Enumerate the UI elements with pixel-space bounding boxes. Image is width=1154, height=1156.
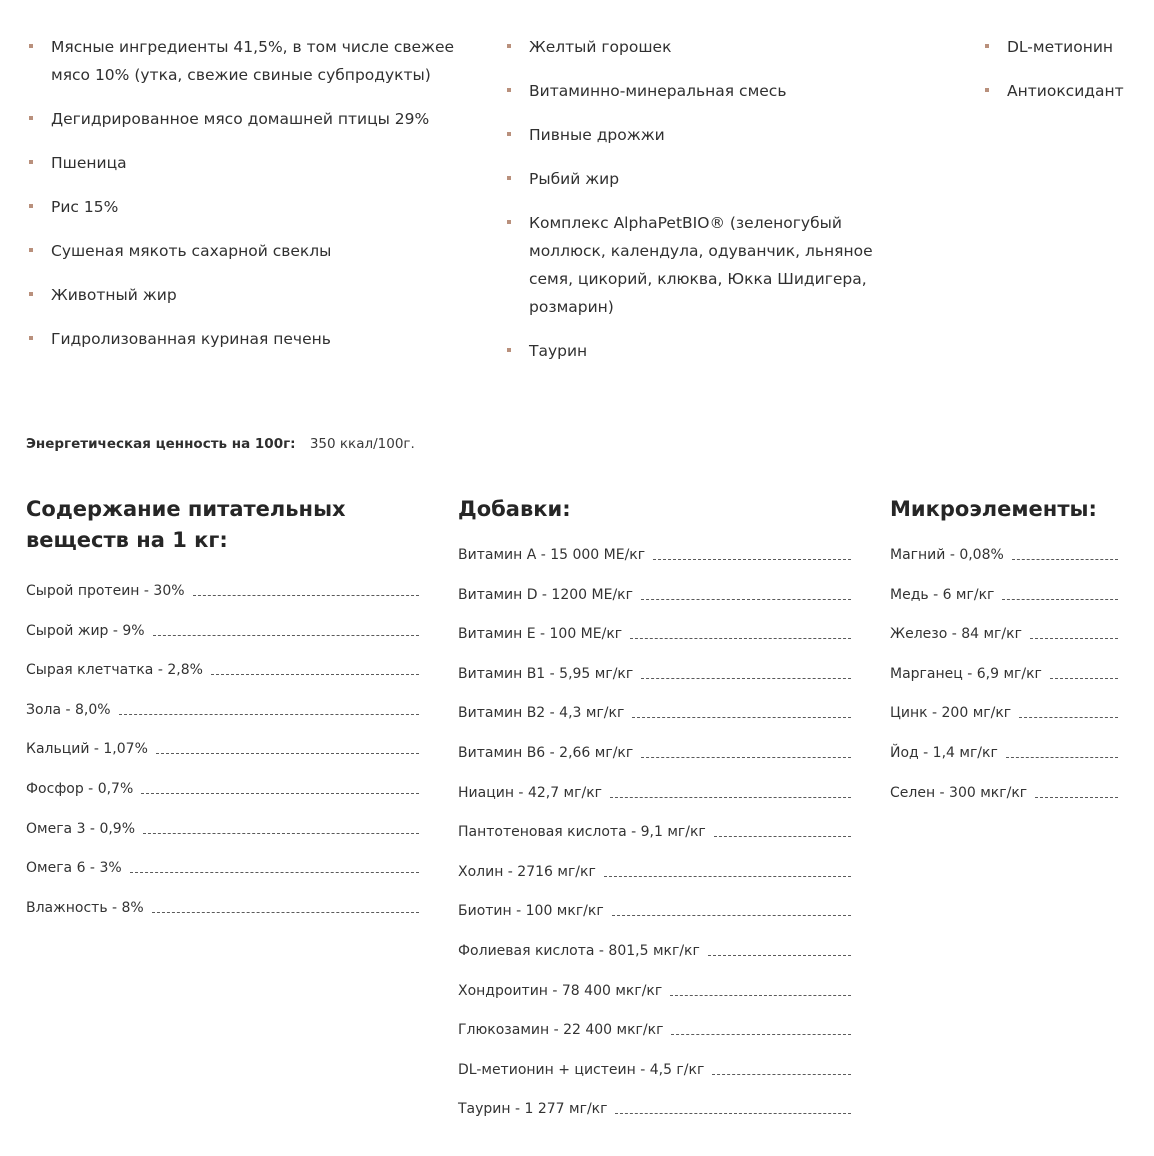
row-text: Омега 6 - 3% <box>26 860 122 877</box>
row-text: Холин - 2716 мг/кг <box>458 863 596 880</box>
table-row <box>26 814 419 838</box>
row-text: Пантотеновая кислота - 9,1 мг/кг <box>458 824 706 841</box>
ingredient-text: Рыбий жир <box>529 170 620 188</box>
dotted-leader <box>671 1034 851 1035</box>
row-text: Глюкозамин - 22 400 мкг/кг <box>458 1022 664 1039</box>
dotted-leader <box>1050 678 1118 679</box>
ingredient-item <box>504 337 874 365</box>
table-row <box>458 778 851 802</box>
dotted-leader <box>1019 717 1118 718</box>
table-row <box>26 853 419 877</box>
row-text: Фолиевая кислота - 801,5 мкг/кг <box>458 942 700 959</box>
bullet-square-icon <box>507 176 511 180</box>
ingredient-item <box>504 209 874 321</box>
row-text: Ниацин - 42,7 мг/кг <box>458 784 603 801</box>
dotted-leader <box>610 797 851 798</box>
ingredient-text: Витаминно-минеральная смесь <box>529 82 787 100</box>
ingredient-text: DL-метионин <box>1007 38 1114 56</box>
row-text: Кальций - 1,07% <box>26 741 148 758</box>
table-row <box>26 576 419 600</box>
row-text: Витамин В2 - 4,3 мг/кг <box>458 705 625 722</box>
ingredient-text: Животный жир <box>51 286 177 304</box>
bullet-square-icon <box>507 348 511 352</box>
energy-label: Энергетическая ценность на 100г: <box>26 436 296 452</box>
row-text: Сырая клетчатка - 2,8% <box>26 662 203 679</box>
nutrients-title: Содержание питательных веществ на 1 кг: <box>26 497 346 552</box>
dotted-leader <box>653 559 851 560</box>
bullet-square-icon <box>29 116 33 120</box>
ingredient-item <box>26 281 456 309</box>
bullet-square-icon <box>507 44 511 48</box>
ingredient-item <box>26 149 456 177</box>
row-text: Железо - 84 мг/кг <box>890 626 1022 643</box>
dotted-leader <box>1002 599 1118 600</box>
dotted-leader <box>1030 638 1118 639</box>
ingredient-text: Гидролизованная куриная печень <box>51 330 331 348</box>
bullet-square-icon <box>985 44 989 48</box>
ingredients-column-3 <box>982 33 1142 121</box>
dotted-leader <box>712 1074 851 1075</box>
energy-value-line <box>26 433 415 455</box>
ingredient-item <box>26 193 456 221</box>
dotted-leader <box>641 757 851 758</box>
row-text: Таурин - 1 277 мг/кг <box>458 1101 608 1118</box>
row-text: Сырой жир - 9% <box>26 622 145 639</box>
table-row <box>26 655 419 679</box>
dotted-leader <box>193 595 419 596</box>
dotted-leader <box>119 714 419 715</box>
table-row <box>458 698 851 722</box>
table-row <box>458 1094 851 1118</box>
table-row <box>26 734 419 758</box>
ingredient-text: Дегидрированное мясо домашней птицы 29% <box>51 110 430 128</box>
table-row <box>26 695 419 719</box>
table-row <box>458 896 851 920</box>
bullet-square-icon <box>29 292 33 296</box>
table-row <box>458 738 851 762</box>
dotted-leader <box>708 955 851 956</box>
dotted-leader <box>615 1113 851 1114</box>
ingredients-section <box>26 33 1136 393</box>
table-row <box>458 817 851 841</box>
row-text: Медь - 6 мг/кг <box>890 586 995 603</box>
row-text: Хондроитин - 78 400 мкг/кг <box>458 982 663 999</box>
ingredient-item <box>504 165 874 193</box>
additives-title: Добавки: <box>458 497 571 521</box>
ingredient-text: Рис 15% <box>51 198 119 216</box>
table-row <box>458 619 851 643</box>
dotted-leader <box>153 635 419 636</box>
microelements-list <box>890 540 1118 802</box>
dotted-leader <box>211 674 419 675</box>
ingredient-text: Антиоксидант <box>1007 82 1124 100</box>
table-row <box>458 540 851 564</box>
row-text: Биотин - 100 мкг/кг <box>458 903 604 920</box>
table-row <box>890 778 1118 802</box>
ingredient-text: Пивные дрожжи <box>529 126 665 144</box>
bullet-square-icon <box>985 88 989 92</box>
bullet-square-icon <box>29 204 33 208</box>
ingredient-text: Желтый горошек <box>529 38 672 56</box>
bullet-square-icon <box>29 336 33 340</box>
table-row <box>458 976 851 1000</box>
ingredient-text: Таурин <box>529 342 588 360</box>
table-row <box>26 616 419 640</box>
additives-table <box>458 494 851 1134</box>
row-text: Влажность - 8% <box>26 899 144 916</box>
ingredient-item <box>504 77 874 105</box>
additives-list <box>458 540 851 1118</box>
ingredient-item <box>982 33 1142 61</box>
ingredient-item <box>26 237 456 265</box>
row-text: Магний - 0,08% <box>890 547 1004 563</box>
ingredients-column-2 <box>504 33 874 381</box>
dotted-leader <box>1006 757 1118 758</box>
ingredient-text: Сушеная мякоть сахарной свеклы <box>51 242 332 260</box>
bullet-square-icon <box>29 248 33 252</box>
bullet-square-icon <box>507 220 511 224</box>
table-row <box>26 774 419 798</box>
table-row <box>458 1015 851 1039</box>
nutrients-table <box>26 494 419 932</box>
bullet-square-icon <box>29 160 33 164</box>
table-row <box>26 893 419 917</box>
ingredient-item <box>26 33 456 89</box>
table-row <box>458 659 851 683</box>
row-text: Сырой протеин - 30% <box>26 583 185 599</box>
ingredient-item <box>504 121 874 149</box>
bullet-square-icon <box>507 132 511 136</box>
row-text: Селен - 300 мкг/кг <box>890 784 1028 801</box>
ingredient-text: Мясные ингредиенты 41,5%, в том числе свежее мясо 10% (утка, свежие свиные субпродукты) <box>51 38 455 84</box>
table-row <box>458 580 851 604</box>
dotted-leader <box>604 876 851 877</box>
dotted-leader <box>152 912 419 913</box>
dotted-leader <box>632 717 851 718</box>
dotted-leader <box>143 833 419 834</box>
dotted-leader <box>641 599 851 600</box>
row-text: Зола - 8,0% <box>26 701 111 718</box>
bullet-square-icon <box>507 88 511 92</box>
dotted-leader <box>612 915 851 916</box>
row-text: Витамин В1 - 5,95 мг/кг <box>458 665 634 682</box>
row-text: Омега 3 - 0,9% <box>26 820 136 837</box>
row-text: Йод - 1,4 мг/кг <box>890 744 998 761</box>
row-text: DL-метионин + цистеин - 4,5 г/кг <box>458 1061 705 1078</box>
dotted-leader <box>141 793 419 794</box>
row-text: Витамин А - 15 000 МЕ/кг <box>458 547 646 563</box>
ingredient-text: Комплекс AlphaPetBIO® (зеленогубый моллюск, календула, одуванчик, льняное семя, цикорий, клюква, Юкка Шидигера, розмарин) <box>529 214 873 316</box>
dotted-leader <box>630 638 851 639</box>
microelements-table <box>890 494 1118 817</box>
ingredient-item <box>504 33 874 61</box>
row-text: Витамин D - 1200 МЕ/кг <box>458 586 633 603</box>
table-row <box>890 580 1118 604</box>
table-row <box>458 1055 851 1079</box>
dotted-leader <box>641 678 851 679</box>
ingredients-column-1 <box>26 33 456 369</box>
ingredient-item <box>26 325 456 353</box>
table-row <box>458 857 851 881</box>
table-row <box>890 659 1118 683</box>
table-row <box>890 540 1118 564</box>
row-text: Цинк - 200 мг/кг <box>890 705 1012 722</box>
table-row <box>890 738 1118 762</box>
row-text: Витамин Е - 100 МЕ/кг <box>458 626 623 643</box>
nutrients-list <box>26 576 419 917</box>
ingredient-item <box>26 105 456 133</box>
dotted-leader <box>670 995 851 996</box>
dotted-leader <box>130 872 419 873</box>
ingredient-item <box>982 77 1142 105</box>
table-row <box>458 936 851 960</box>
row-text: Фосфор - 0,7% <box>26 780 134 797</box>
ingredient-text: Пшеница <box>51 154 127 172</box>
dotted-leader <box>714 836 851 837</box>
row-text: Витамин В6 - 2,66 мг/кг <box>458 744 634 761</box>
dotted-leader <box>156 753 419 754</box>
dotted-leader <box>1035 797 1118 798</box>
table-row <box>890 698 1118 722</box>
table-row <box>890 619 1118 643</box>
microelements-title: Микроэлементы: <box>890 497 1097 521</box>
bullet-square-icon <box>29 44 33 48</box>
row-text: Марганец - 6,9 мг/кг <box>890 665 1042 682</box>
dotted-leader <box>1012 559 1118 560</box>
energy-value: 350 ккал/100г. <box>309 436 415 452</box>
